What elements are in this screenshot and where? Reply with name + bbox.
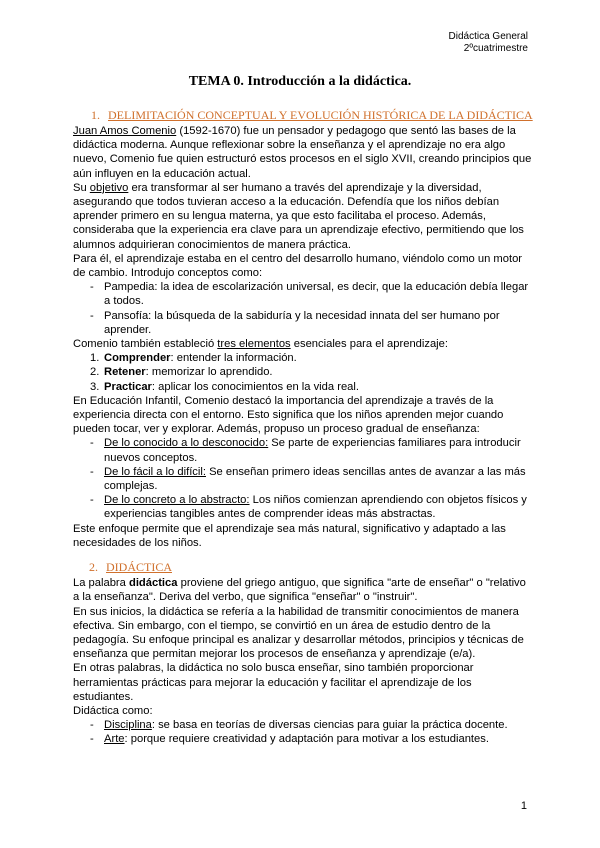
list-item xyxy=(73,365,533,379)
item-number: 1. xyxy=(90,352,100,365)
concepts-intro: Para él, el aprendizaje estaba en el centro del desarrollo humano, viéndolo como un motor de cambio. Introdujo conceptos como: xyxy=(73,252,523,280)
item-desc: Se parte de experiencias familiares para introducir nuevos conceptos. xyxy=(104,437,521,464)
etymology-pre: La palabra xyxy=(73,577,129,590)
didactica-as-list xyxy=(73,718,533,746)
semester: 2ºcuatrimestre xyxy=(463,43,528,54)
list-item xyxy=(73,493,533,521)
list-item: - Pampedia: la idea de escolarización universal, es decir, que la educación debía llegar a todos. xyxy=(73,280,533,308)
summary-paragraph: En otras palabras, la didáctica no solo busca enseñar, sino también proporcionar herramientas prácticas para mejorar la educación y facilitar el aprendizaje de los estudiantes. xyxy=(73,662,474,703)
list-item xyxy=(73,732,533,746)
concepts-list xyxy=(73,280,533,337)
item-term: De lo concreto a lo abstracto: xyxy=(104,494,250,507)
list-item xyxy=(73,351,533,365)
list-item xyxy=(73,380,533,394)
section-2-number: 2. xyxy=(89,560,98,575)
list-item xyxy=(73,465,533,493)
section-1-heading xyxy=(73,106,533,124)
item-number: 3. xyxy=(90,380,100,393)
objective-paragraph xyxy=(73,181,533,252)
objective-text: era transformar al ser humano a través del aprendizaje y la diversidad, asegurando que todos tuvieran acceso a la educación. Defendía que los niños debían aprender primero en su lengua materna, ya que esto facilitaba el proceso. Además, consideraba que la experiencia era clave para un aprendizaje efectivo, permitiendo que los alumnos adquirieran conocimientos de manera práctica. xyxy=(73,181,524,251)
course-name: Didáctica General xyxy=(448,31,528,42)
principles-list xyxy=(73,436,533,521)
item-desc: : porque requiere creatividad y adaptación para motivar a los estudiantes. xyxy=(124,733,489,746)
etymology-text: proviene del griego antiguo, que significa "arte de enseñar" o "relativo a la enseñanza". Deriva del verbo, que significa "enseñar" o "instruir". xyxy=(73,577,526,604)
item-desc: : se basa en teorías de diversas ciencias para guiar la práctica docente. xyxy=(151,719,508,732)
elements-list xyxy=(73,351,533,394)
comenio-text: (1592-1670) fue un pensador y pedagogo que sentó las bases de la didáctica moderna. Aunque reflexionar sobre la enseñanza y el aprendizaje no era algo nuevo, Comenio fue quien estructuró estos procesos en el siglo XVII, creando principios que aún influyen en la educación actual. xyxy=(73,125,532,180)
infant-education-paragraph: En Educación Infantil, Comenio destacó la importancia del aprendizaje a través de la experiencia directa con el entorno. Esto significa que los niños aprenden mejor cuando pueden tocar, ver y explorar. Además, propuso un proceso gradual de enseñanza: xyxy=(73,394,504,436)
item-term: De lo conocido a lo desconocido: xyxy=(104,437,269,450)
elements-text: esenciales para el aprendizaje: xyxy=(290,338,449,351)
comenio-name: Juan Amos Comenio xyxy=(73,125,177,137)
elements-intro xyxy=(73,337,533,351)
item-desc: : memorizar lo aprendido. xyxy=(145,366,273,379)
didactica-as-intro: Didáctica como: xyxy=(73,704,153,717)
comenio-paragraph xyxy=(73,124,533,181)
elements-keyword: tres elementos xyxy=(217,338,291,351)
origins-paragraph: En sus inicios, la didáctica se refería a la habilidad de transmitir conocimientos de manera efectiva. Sin embargo, con el tiempo, se convirtió en un área de estudio dentro de la pedagogía. Su enfoque principal es analizar y desarrollar métodos, principios y técnicas de enseñanza que permitan mejorar los procesos de enseñanza y aprendizaje (e/a). xyxy=(73,605,524,661)
item-term: Retener xyxy=(104,366,146,379)
page-header xyxy=(449,31,528,55)
page-number: 1 xyxy=(520,800,527,812)
didactica-keyword: didáctica xyxy=(128,577,178,590)
item-term: Comprender xyxy=(104,352,171,365)
item-desc: Se enseñan primero ideas sencillas antes de avanzar a las más complejas. xyxy=(104,465,526,493)
section-2-heading xyxy=(73,558,533,576)
item-number: 2. xyxy=(90,366,100,379)
section-1-title: DELIMITACIÓN CONCEPTUAL Y EVOLUCIÓN HISTÓRICA DE LA DIDÁCTICA xyxy=(108,108,533,122)
item-term: Practicar xyxy=(104,380,152,393)
item-desc: : aplicar los conocimientos en la vida real. xyxy=(151,380,359,393)
section-2-title: DIDÁCTICA xyxy=(106,560,172,575)
document-title: TEMA 0. Introducción a la didáctica. xyxy=(188,74,412,89)
item-term: Disciplina xyxy=(104,719,152,732)
etymology-paragraph xyxy=(73,576,533,604)
item-term: Arte xyxy=(104,733,125,746)
list-item: - Pansofía: la búsqueda de la sabiduría y la necesidad innata del ser humano por aprender. xyxy=(73,309,533,337)
objective-pre: Su xyxy=(73,181,90,194)
objective-keyword: objetivo xyxy=(89,181,129,194)
section-1-number: 1. xyxy=(91,108,100,122)
elements-pre: Comenio también estableció xyxy=(73,338,218,351)
list-item xyxy=(73,436,533,464)
approach-paragraph: Este enfoque permite que el aprendizaje sea más natural, significativo y adaptado a las necesidades de los niños. xyxy=(73,522,506,549)
item-desc: Los niños comienzan aprendiendo con objetos físicos y experiencias tangibles antes de comprender ideas más abstractas. xyxy=(104,494,527,521)
document-body xyxy=(73,106,533,747)
list-item xyxy=(73,718,533,732)
item-desc: : entender la información. xyxy=(170,352,297,365)
item-term: De lo fácil a lo difícil: xyxy=(104,465,206,478)
